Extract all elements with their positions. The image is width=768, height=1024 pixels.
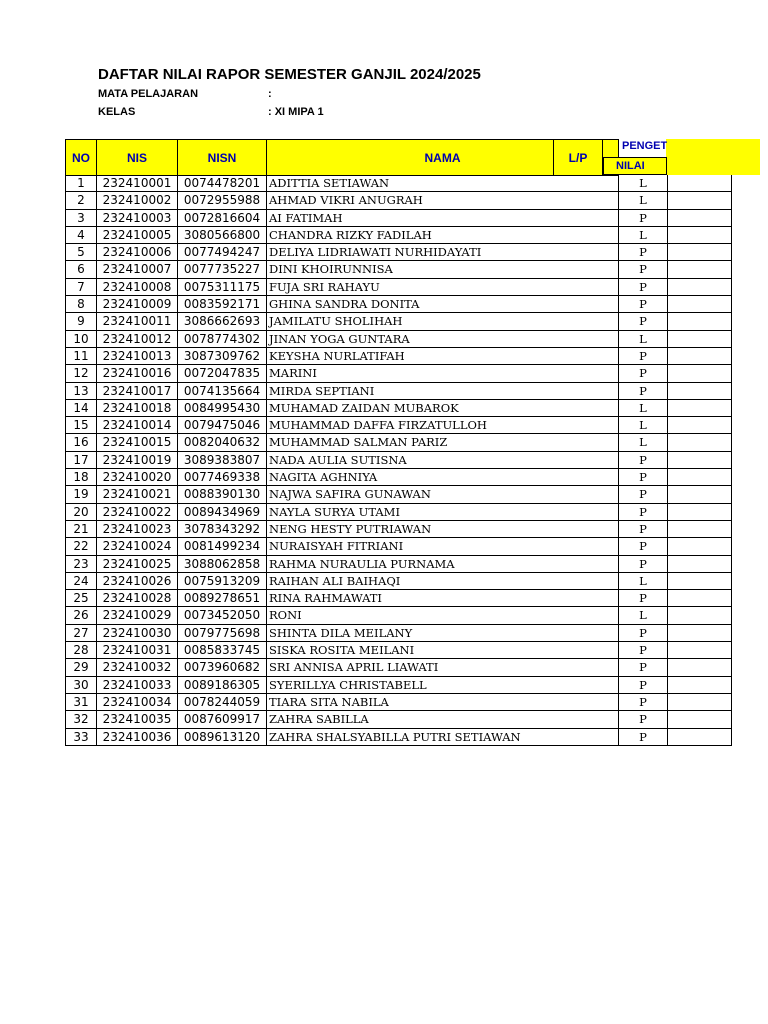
cell-nilai[interactable] bbox=[667, 434, 732, 451]
cell-nilai[interactable] bbox=[667, 642, 732, 659]
cell-no: 23 bbox=[65, 556, 96, 573]
cell-nis: 232410012 bbox=[96, 331, 177, 348]
cell-nilai[interactable] bbox=[667, 348, 732, 365]
cell-nilai[interactable] bbox=[667, 729, 732, 746]
cell-nis: 232410026 bbox=[96, 573, 177, 590]
cell-lp: P bbox=[618, 486, 667, 503]
cell-no: 1 bbox=[65, 175, 96, 192]
cell-nisn: 0075913209 bbox=[177, 573, 266, 590]
cell-nilai[interactable] bbox=[667, 469, 732, 486]
cell-no: 7 bbox=[65, 279, 96, 296]
cell-nama: CHANDRA RIZKY FADILAH bbox=[266, 227, 618, 244]
cell-nilai[interactable] bbox=[667, 210, 732, 227]
cell-lp: P bbox=[618, 521, 667, 538]
cell-nisn: 0077735227 bbox=[177, 261, 266, 278]
cell-nisn: 0084995430 bbox=[177, 400, 266, 417]
cell-no: 21 bbox=[65, 521, 96, 538]
cell-nisn: 0089613120 bbox=[177, 729, 266, 746]
cell-lp: L bbox=[618, 227, 667, 244]
cell-nama: FUJA SRI RAHAYU bbox=[266, 279, 618, 296]
cell-nama: NAYLA SURYA UTAMI bbox=[266, 504, 618, 521]
cell-nisn: 0079775698 bbox=[177, 625, 266, 642]
cell-nilai[interactable] bbox=[667, 694, 732, 711]
cell-nama: KEYSHA NURLATIFAH bbox=[266, 348, 618, 365]
cell-nis: 232410005 bbox=[96, 227, 177, 244]
cell-nisn: 0081499234 bbox=[177, 538, 266, 555]
header-nis: NIS bbox=[96, 139, 178, 176]
cell-nilai[interactable] bbox=[667, 711, 732, 728]
cell-nilai[interactable] bbox=[667, 486, 732, 503]
cell-nisn: 0077494247 bbox=[177, 244, 266, 261]
cell-nama: RINA RAHMAWATI bbox=[266, 590, 618, 607]
cell-no: 30 bbox=[65, 677, 96, 694]
cell-nis: 232410016 bbox=[96, 365, 177, 382]
cell-no: 11 bbox=[65, 348, 96, 365]
cell-no: 16 bbox=[65, 434, 96, 451]
cell-nisn: 0079475046 bbox=[177, 417, 266, 434]
cell-no: 8 bbox=[65, 296, 96, 313]
cell-lp: P bbox=[618, 469, 667, 486]
cell-lp: P bbox=[618, 677, 667, 694]
cell-nama: NAJWA SAFIRA GUNAWAN bbox=[266, 486, 618, 503]
cell-nilai[interactable] bbox=[667, 365, 732, 382]
cell-nisn: 0089434969 bbox=[177, 504, 266, 521]
cell-no: 20 bbox=[65, 504, 96, 521]
cell-nama: NADA AULIA SUTISNA bbox=[266, 452, 618, 469]
header-lp: L/P bbox=[553, 139, 603, 176]
cell-nilai[interactable] bbox=[667, 400, 732, 417]
cell-nisn: 0089278651 bbox=[177, 590, 266, 607]
cell-no: 25 bbox=[65, 590, 96, 607]
kelas-label: KELAS bbox=[98, 106, 136, 118]
cell-lp: P bbox=[618, 296, 667, 313]
cell-nilai[interactable] bbox=[667, 538, 732, 555]
cell-nama: MUHAMMAD DAFFA FIRZATULLOH bbox=[266, 417, 618, 434]
cell-nama: MUHAMAD ZAIDAN MUBAROK bbox=[266, 400, 618, 417]
cell-nilai[interactable] bbox=[667, 607, 732, 624]
cell-nis: 232410017 bbox=[96, 383, 177, 400]
cell-nilai[interactable] bbox=[667, 573, 732, 590]
cell-nisn: 3089383807 bbox=[177, 452, 266, 469]
cell-no: 15 bbox=[65, 417, 96, 434]
cell-nisn: 0073452050 bbox=[177, 607, 266, 624]
cell-nis: 232410018 bbox=[96, 400, 177, 417]
cell-lp: P bbox=[618, 556, 667, 573]
cell-no: 17 bbox=[65, 452, 96, 469]
cell-nama: SRI ANNISA APRIL LIAWATI bbox=[266, 659, 618, 676]
cell-lp: P bbox=[618, 659, 667, 676]
cell-no: 22 bbox=[65, 538, 96, 555]
cell-nis: 232410006 bbox=[96, 244, 177, 261]
cell-lp: P bbox=[618, 625, 667, 642]
cell-nilai[interactable] bbox=[667, 417, 732, 434]
cell-lp: L bbox=[618, 417, 667, 434]
cell-lp: P bbox=[618, 711, 667, 728]
cell-nisn: 3078343292 bbox=[177, 521, 266, 538]
cell-no: 12 bbox=[65, 365, 96, 382]
cell-no: 18 bbox=[65, 469, 96, 486]
cell-nisn: 3086662693 bbox=[177, 313, 266, 330]
cell-no: 29 bbox=[65, 659, 96, 676]
cell-nama: NAGITA AGHNIYA bbox=[266, 469, 618, 486]
cell-nama: RONI bbox=[266, 607, 618, 624]
cell-nis: 232410013 bbox=[96, 348, 177, 365]
page-title: DAFTAR NILAI RAPOR SEMESTER GANJIL 2024/2025 bbox=[98, 66, 481, 83]
cell-nisn: 0078774302 bbox=[177, 331, 266, 348]
cell-lp: P bbox=[618, 504, 667, 521]
cell-nama: ZAHRA SABILLA bbox=[266, 711, 618, 728]
cell-no: 2 bbox=[65, 192, 96, 209]
cell-nilai[interactable] bbox=[667, 261, 732, 278]
cell-nama: RAIHAN ALI BAIHAQI bbox=[266, 573, 618, 590]
cell-lp: P bbox=[618, 642, 667, 659]
cell-nisn: 0072047835 bbox=[177, 365, 266, 382]
cell-nisn: 0077469338 bbox=[177, 469, 266, 486]
cell-lp: P bbox=[618, 348, 667, 365]
cell-lp: P bbox=[618, 244, 667, 261]
cell-nama: SISKA ROSITA MEILANI bbox=[266, 642, 618, 659]
cell-nisn: 3087309762 bbox=[177, 348, 266, 365]
cell-nama: DELIYA LIDRIAWATI NURHIDAYATI bbox=[266, 244, 618, 261]
cell-lp: L bbox=[618, 400, 667, 417]
cell-no: 28 bbox=[65, 642, 96, 659]
cell-nis: 232410022 bbox=[96, 504, 177, 521]
cell-nisn: 0085833745 bbox=[177, 642, 266, 659]
mata-pelajaran-label: MATA PELAJARAN bbox=[98, 88, 199, 100]
cell-nisn: 3088062858 bbox=[177, 556, 266, 573]
cell-nis: 232410033 bbox=[96, 677, 177, 694]
cell-no: 5 bbox=[65, 244, 96, 261]
cell-lp: P bbox=[618, 261, 667, 278]
cell-lp: L bbox=[618, 573, 667, 590]
cell-lp: P bbox=[618, 538, 667, 555]
cell-lp: P bbox=[618, 729, 667, 746]
cell-nis: 232410025 bbox=[96, 556, 177, 573]
cell-no: 13 bbox=[65, 383, 96, 400]
cell-no: 10 bbox=[65, 331, 96, 348]
cell-nilai[interactable] bbox=[667, 383, 732, 400]
cell-nilai[interactable] bbox=[667, 331, 732, 348]
cell-nisn: 0087609917 bbox=[177, 711, 266, 728]
cell-lp: P bbox=[618, 279, 667, 296]
cell-nis: 232410020 bbox=[96, 469, 177, 486]
cell-nilai[interactable] bbox=[667, 590, 732, 607]
cell-nis: 232410023 bbox=[96, 521, 177, 538]
cell-nama: ADITTIA SETIAWAN bbox=[266, 175, 618, 192]
cell-nilai[interactable] bbox=[667, 556, 732, 573]
cell-nilai[interactable] bbox=[667, 504, 732, 521]
cell-no: 33 bbox=[65, 729, 96, 746]
cell-no: 32 bbox=[65, 711, 96, 728]
cell-nis: 232410028 bbox=[96, 590, 177, 607]
cell-nis: 232410021 bbox=[96, 486, 177, 503]
cell-no: 27 bbox=[65, 625, 96, 642]
cell-nisn: 0083592171 bbox=[177, 296, 266, 313]
cell-nis: 232410019 bbox=[96, 452, 177, 469]
cell-nis: 232410034 bbox=[96, 694, 177, 711]
cell-nis: 232410011 bbox=[96, 313, 177, 330]
cell-nis: 232410002 bbox=[96, 192, 177, 209]
cell-nama: ZAHRA SHALSYABILLA PUTRI SETIAWAN bbox=[266, 729, 618, 746]
cell-nilai[interactable] bbox=[667, 659, 732, 676]
cell-no: 3 bbox=[65, 210, 96, 227]
header-nisn: NISN bbox=[177, 139, 267, 176]
header-nama: NAMA bbox=[266, 139, 619, 176]
cell-nis: 232410036 bbox=[96, 729, 177, 746]
cell-nisn: 0074478201 bbox=[177, 175, 266, 192]
cell-nama: RAHMA NURAULIA PURNAMA bbox=[266, 556, 618, 573]
cell-nis: 232410007 bbox=[96, 261, 177, 278]
cell-nis: 232410030 bbox=[96, 625, 177, 642]
cell-nilai[interactable] bbox=[667, 521, 732, 538]
cell-nilai[interactable] bbox=[667, 227, 732, 244]
cell-nis: 232410015 bbox=[96, 434, 177, 451]
cell-lp: P bbox=[618, 383, 667, 400]
cell-no: 26 bbox=[65, 607, 96, 624]
cell-nilai[interactable] bbox=[667, 452, 732, 469]
cell-no: 14 bbox=[65, 400, 96, 417]
meta-kelas bbox=[98, 106, 324, 118]
cell-nama: MARINI bbox=[266, 365, 618, 382]
cell-lp: L bbox=[618, 607, 667, 624]
cell-nilai[interactable] bbox=[667, 313, 732, 330]
cell-nilai[interactable] bbox=[667, 175, 732, 192]
cell-nisn: 0089186305 bbox=[177, 677, 266, 694]
cell-nama: AHMAD VIKRI ANUGRAH bbox=[266, 192, 618, 209]
cell-nilai[interactable] bbox=[667, 244, 732, 261]
cell-nama: SHINTA DILA MEILANY bbox=[266, 625, 618, 642]
cell-nis: 232410014 bbox=[96, 417, 177, 434]
cell-nis: 232410035 bbox=[96, 711, 177, 728]
cell-lp: L bbox=[618, 331, 667, 348]
cell-nilai[interactable] bbox=[667, 279, 732, 296]
cell-nis: 232410031 bbox=[96, 642, 177, 659]
cell-nis: 232410024 bbox=[96, 538, 177, 555]
cell-nama: NURAISYAH FITRIANI bbox=[266, 538, 618, 555]
cell-nis: 232410008 bbox=[96, 279, 177, 296]
cell-no: 9 bbox=[65, 313, 96, 330]
cell-nama: AI FATIMAH bbox=[266, 210, 618, 227]
cell-lp: L bbox=[618, 434, 667, 451]
cell-nama: MUHAMMAD SALMAN PARIZ bbox=[266, 434, 618, 451]
cell-lp: P bbox=[618, 313, 667, 330]
cell-lp: P bbox=[618, 590, 667, 607]
cell-nisn: 0075311175 bbox=[177, 279, 266, 296]
cell-nisn: 0072816604 bbox=[177, 210, 266, 227]
cell-no: 4 bbox=[65, 227, 96, 244]
cell-nama: NENG HESTY PUTRIAWAN bbox=[266, 521, 618, 538]
cell-nis: 232410009 bbox=[96, 296, 177, 313]
cell-lp: P bbox=[618, 452, 667, 469]
cell-nama: JINAN YOGA GUNTARA bbox=[266, 331, 618, 348]
cell-nis: 232410029 bbox=[96, 607, 177, 624]
kelas-value: : XI MIPA 1 bbox=[268, 106, 324, 118]
cell-nilai[interactable] bbox=[667, 192, 732, 209]
header-nilai: NILAI bbox=[603, 157, 667, 175]
cell-nisn: 0088390130 bbox=[177, 486, 266, 503]
cell-lp: L bbox=[618, 175, 667, 192]
header-pengetahuan: PENGET bbox=[622, 140, 667, 152]
cell-nisn: 3080566800 bbox=[177, 227, 266, 244]
cell-lp: P bbox=[618, 365, 667, 382]
cell-nama: DINI KHOIRUNNISA bbox=[266, 261, 618, 278]
header-extension bbox=[666, 139, 760, 175]
cell-nis: 232410032 bbox=[96, 659, 177, 676]
cell-nama: GHINA SANDRA DONITA bbox=[266, 296, 618, 313]
cell-nama: SYERILLYA CHRISTABELL bbox=[266, 677, 618, 694]
cell-nisn: 0078244059 bbox=[177, 694, 266, 711]
cell-lp: P bbox=[618, 210, 667, 227]
cell-no: 24 bbox=[65, 573, 96, 590]
cell-lp: L bbox=[618, 192, 667, 209]
cell-nis: 232410001 bbox=[96, 175, 177, 192]
header-no: NO bbox=[65, 139, 97, 176]
cell-nisn: 0072955988 bbox=[177, 192, 266, 209]
cell-no: 31 bbox=[65, 694, 96, 711]
mata-pelajaran-value: : bbox=[268, 88, 272, 100]
cell-nisn: 0082040632 bbox=[177, 434, 266, 451]
cell-nisn: 0074135664 bbox=[177, 383, 266, 400]
cell-nisn: 0073960682 bbox=[177, 659, 266, 676]
cell-nilai[interactable] bbox=[667, 296, 732, 313]
cell-nis: 232410003 bbox=[96, 210, 177, 227]
cell-nilai[interactable] bbox=[667, 625, 732, 642]
cell-nama: JAMILATU SHOLIHAH bbox=[266, 313, 618, 330]
cell-lp: P bbox=[618, 694, 667, 711]
meta-mata-pelajaran bbox=[98, 88, 272, 100]
cell-nilai[interactable] bbox=[667, 677, 732, 694]
cell-no: 6 bbox=[65, 261, 96, 278]
cell-nama: TIARA SITA NABILA bbox=[266, 694, 618, 711]
cell-nama: MIRDA SEPTIANI bbox=[266, 383, 618, 400]
cell-no: 19 bbox=[65, 486, 96, 503]
